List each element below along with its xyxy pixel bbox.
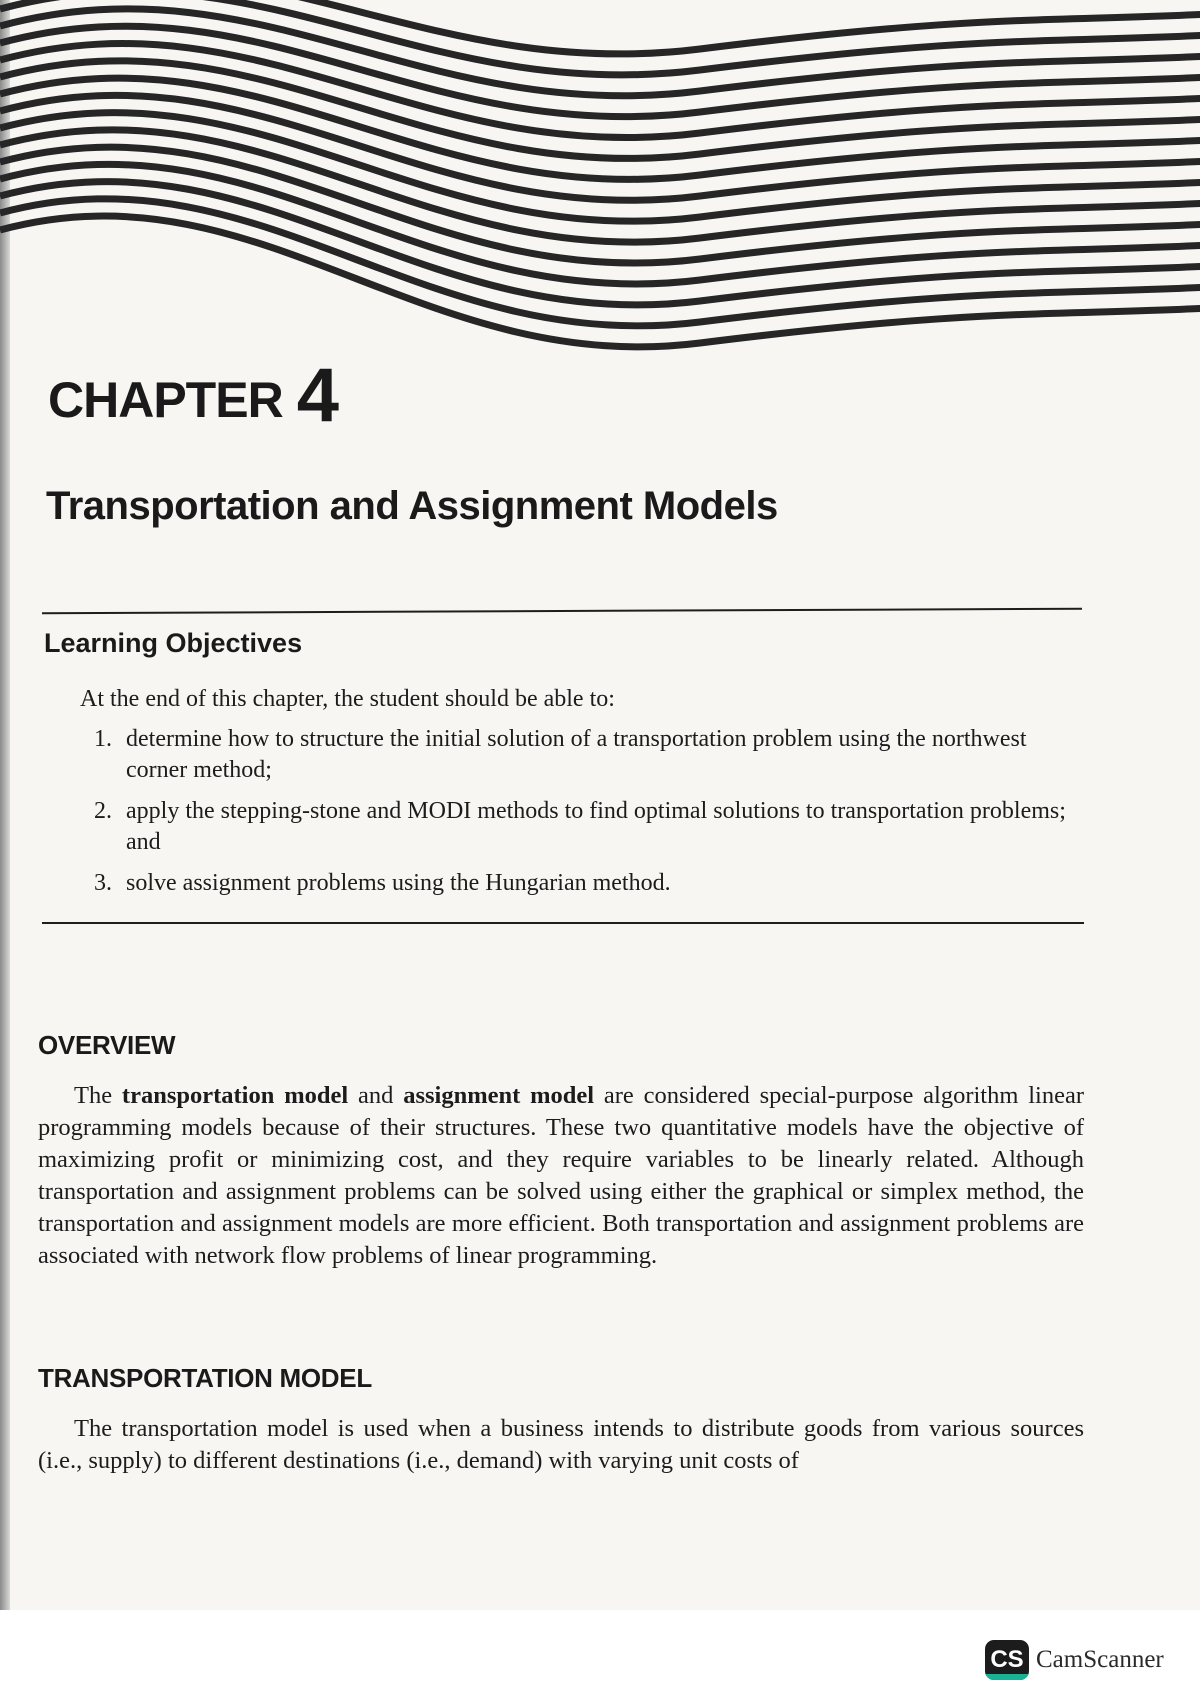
chapter-title: Transportation and Assignment Models [46,484,778,528]
list-item-number: 2. [94,798,112,824]
learning-objectives-list [94,724,1084,909]
overview-paragraph [38,1080,1084,1272]
camscanner-watermark [985,1640,1164,1680]
learning-objectives-heading: Learning Objectives [44,628,303,658]
list-item-text: apply the stepping-stone and MODI methods to find optimal solutions to transportation problems; and [126,798,1066,855]
overview-text-mid: and [348,1082,404,1109]
transportation-model-paragraph: The transportation model is used when a business intends to distribute goods from various sources (i.e., supply) to different destinations (i.e., demand) with varying unit costs of [38,1415,1084,1474]
list-item [94,796,1084,858]
list-item-number: 3. [94,870,112,896]
overview-heading: OVERVIEW [38,1030,176,1060]
chapter-number: 4 [296,353,338,438]
camscanner-label: CamScanner [1036,1646,1164,1673]
camscanner-logo-icon: CS [985,1640,1029,1680]
term-assignment-model: assignment model [403,1082,595,1109]
learning-objectives-intro: At the end of this chapter, the student should be able to: [80,686,615,712]
divider-rule [42,608,1082,615]
chapter-label [48,352,338,439]
chapter-word: CHAPTER [48,372,283,428]
transportation-model-heading: TRANSPORTATION MODEL [38,1363,372,1393]
list-item-number: 1. [94,726,112,752]
overview-text-end: are considered special-purpose algorithm linear programming models because of their structures. These two quantitative models have the objective of maximizing profit or minimizing cost, and they require variables to be linearly related. Although transportation and assignment problems can be solved using either the graphical or simplex method, the transportation and assignment models are more efficient. Both transportation and assignment problems are associated with network flow problems of linear programming. [38,1082,1084,1269]
term-transportation-model: transportation model [121,1082,349,1109]
divider-rule [42,922,1084,924]
list-item-text: solve assignment problems using the Hungarian method. [126,870,671,896]
list-item-text: determine how to structure the initial solution of a transportation problem using the northwest corner method; [126,726,1027,783]
list-item [94,868,1084,899]
list-item [94,724,1084,786]
overview-text-start: The [74,1082,122,1109]
